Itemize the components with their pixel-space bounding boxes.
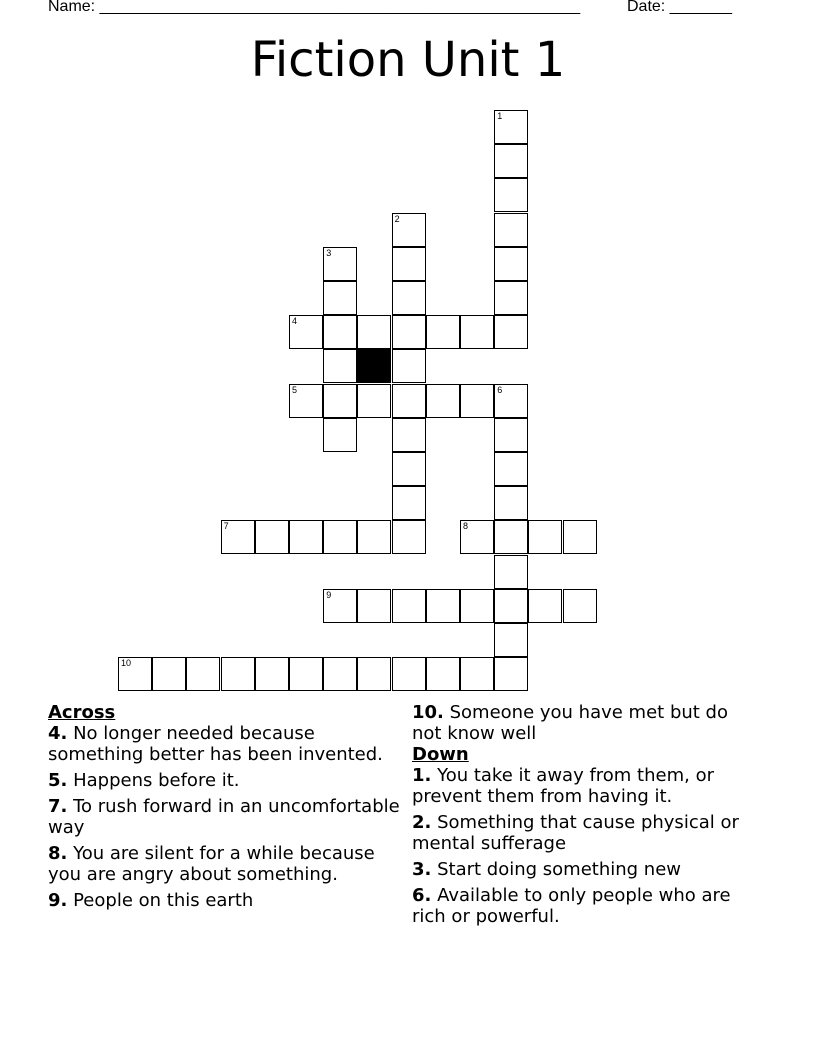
clue-number: 3. [412, 859, 432, 880]
clue-down-3 [412, 859, 752, 880]
crossword-cell[interactable] [221, 520, 255, 554]
cell-number: 10 [121, 658, 132, 669]
clue-text: Available to only people who are rich or powerful. [412, 885, 731, 927]
crossword-cell[interactable] [357, 520, 391, 554]
crossword-cell[interactable] [494, 623, 528, 657]
crossword-cell[interactable] [357, 384, 391, 418]
across-heading: Across [48, 702, 116, 723]
crossword-cell[interactable] [494, 144, 528, 178]
crossword-cell[interactable] [494, 418, 528, 452]
crossword-cell[interactable] [392, 349, 426, 383]
crossword-cell[interactable] [426, 315, 460, 349]
clue-number: 9. [48, 890, 68, 911]
crossword-cell[interactable] [152, 657, 186, 691]
cell-number: 5 [292, 384, 298, 395]
clue-text: To rush forward in an uncomfortable way [48, 796, 400, 838]
cell-number: 2 [394, 213, 400, 224]
clue-down-2 [412, 812, 752, 854]
crossword-cell[interactable] [392, 657, 426, 691]
crossword-cell[interactable] [494, 315, 528, 349]
crossword-cell[interactable] [323, 520, 357, 554]
crossword-cell[interactable] [289, 384, 323, 418]
clue-text: Start doing something new [431, 859, 682, 880]
crossword-cell[interactable] [118, 657, 152, 691]
clue-number: 6. [412, 885, 432, 906]
crossword-cell[interactable] [392, 247, 426, 281]
crossword-cell[interactable] [392, 589, 426, 623]
date-field[interactable]: Date: _______ [627, 0, 732, 15]
crossword-cell[interactable] [494, 520, 528, 554]
crossword-cell[interactable] [528, 520, 562, 554]
clue-number: 1. [412, 765, 432, 786]
crossword-cell[interactable] [255, 520, 289, 554]
cell-number: 1 [497, 111, 503, 121]
crossword-cell[interactable] [392, 315, 426, 349]
crossword-cell[interactable] [426, 589, 460, 623]
crossword-cell[interactable] [323, 349, 357, 383]
crossword-cell[interactable] [494, 178, 528, 212]
crossword-cell[interactable] [563, 520, 597, 554]
crossword-cell[interactable] [494, 247, 528, 281]
clue-text: Happens before it. [67, 770, 240, 791]
cell-number: 8 [463, 521, 469, 532]
crossword-cell[interactable] [494, 589, 528, 623]
crossword-cell[interactable] [357, 657, 391, 691]
clue-across-7 [48, 796, 404, 838]
crossword-cell[interactable] [392, 418, 426, 452]
crossword-cell[interactable] [494, 657, 528, 691]
crossword-cell[interactable] [494, 110, 528, 144]
clue-text: You are silent for a while because you are angry about something. [48, 843, 375, 885]
crossword-cell[interactable] [323, 418, 357, 452]
clue-number: 4. [48, 723, 68, 744]
crossword-cell[interactable] [494, 384, 528, 418]
crossword-cell[interactable] [494, 452, 528, 486]
crossword-cell[interactable] [528, 589, 562, 623]
crossword-cell[interactable] [426, 657, 460, 691]
clue-across-10 [412, 702, 752, 744]
crossword-cell[interactable] [494, 555, 528, 589]
crossword-cell[interactable] [494, 281, 528, 315]
clue-down-6 [412, 885, 752, 927]
crossword-cell[interactable] [460, 315, 494, 349]
page-title: Fiction Unit 1 [250, 32, 566, 88]
clue-across-4 [48, 723, 404, 765]
crossword-cell[interactable] [323, 281, 357, 315]
crossword-cell[interactable] [289, 315, 323, 349]
clue-across-5 [48, 770, 404, 791]
name-field[interactable]: Name: ______________________________________________________ [48, 0, 581, 15]
crossword-cell[interactable] [323, 384, 357, 418]
crossword-cell[interactable] [323, 247, 357, 281]
crossword-cell[interactable] [392, 452, 426, 486]
cell-number: 9 [326, 589, 332, 600]
crossword-cell[interactable] [392, 520, 426, 554]
crossword-cell[interactable] [460, 384, 494, 418]
crossword-cell[interactable] [460, 589, 494, 623]
crossword-cell[interactable] [392, 213, 426, 247]
crossword-cell[interactable] [289, 520, 323, 554]
crossword-cell[interactable] [255, 657, 289, 691]
crossword-cell[interactable] [323, 657, 357, 691]
crossword-block-cell [357, 349, 391, 383]
crossword-cell[interactable] [392, 486, 426, 520]
cell-number: 6 [497, 384, 503, 395]
crossword-cell[interactable] [426, 384, 460, 418]
clue-text: You take it away from them, or prevent them from having it. [412, 765, 714, 807]
crossword-cell[interactable] [392, 384, 426, 418]
clue-number: 2. [412, 812, 432, 833]
clue-number: 7. [48, 796, 68, 817]
clue-text: Someone you have met but do not know well [412, 702, 728, 744]
crossword-cell[interactable] [460, 657, 494, 691]
cell-number: 3 [326, 247, 332, 258]
crossword-cell[interactable] [460, 520, 494, 554]
cell-number: 7 [223, 521, 229, 532]
cell-number: 4 [292, 316, 298, 327]
clue-number: 8. [48, 843, 68, 864]
clue-text: People on this earth [67, 890, 254, 911]
crossword-cell[interactable] [357, 315, 391, 349]
clue-across-8 [48, 843, 404, 885]
crossword-cell[interactable] [494, 486, 528, 520]
crossword-cell[interactable] [323, 589, 357, 623]
down-heading: Down [412, 744, 469, 765]
crossword-cell[interactable] [494, 213, 528, 247]
crossword-cell[interactable] [357, 589, 391, 623]
crossword-cell[interactable] [392, 281, 426, 315]
crossword-cell[interactable] [323, 315, 357, 349]
down-clues [412, 702, 752, 932]
clue-text: No longer needed because something better has been invented. [48, 723, 383, 765]
crossword-cell[interactable] [289, 657, 323, 691]
crossword-cell[interactable] [563, 589, 597, 623]
clue-down-1 [412, 765, 752, 807]
clue-across-9 [48, 890, 404, 911]
crossword-cell[interactable] [186, 657, 220, 691]
crossword-cell[interactable] [221, 657, 255, 691]
clue-number: 10. [412, 702, 444, 723]
clue-text: Something that cause physical or mental sufferage [412, 812, 739, 854]
clue-number: 5. [48, 770, 68, 791]
across-clues [48, 702, 404, 916]
